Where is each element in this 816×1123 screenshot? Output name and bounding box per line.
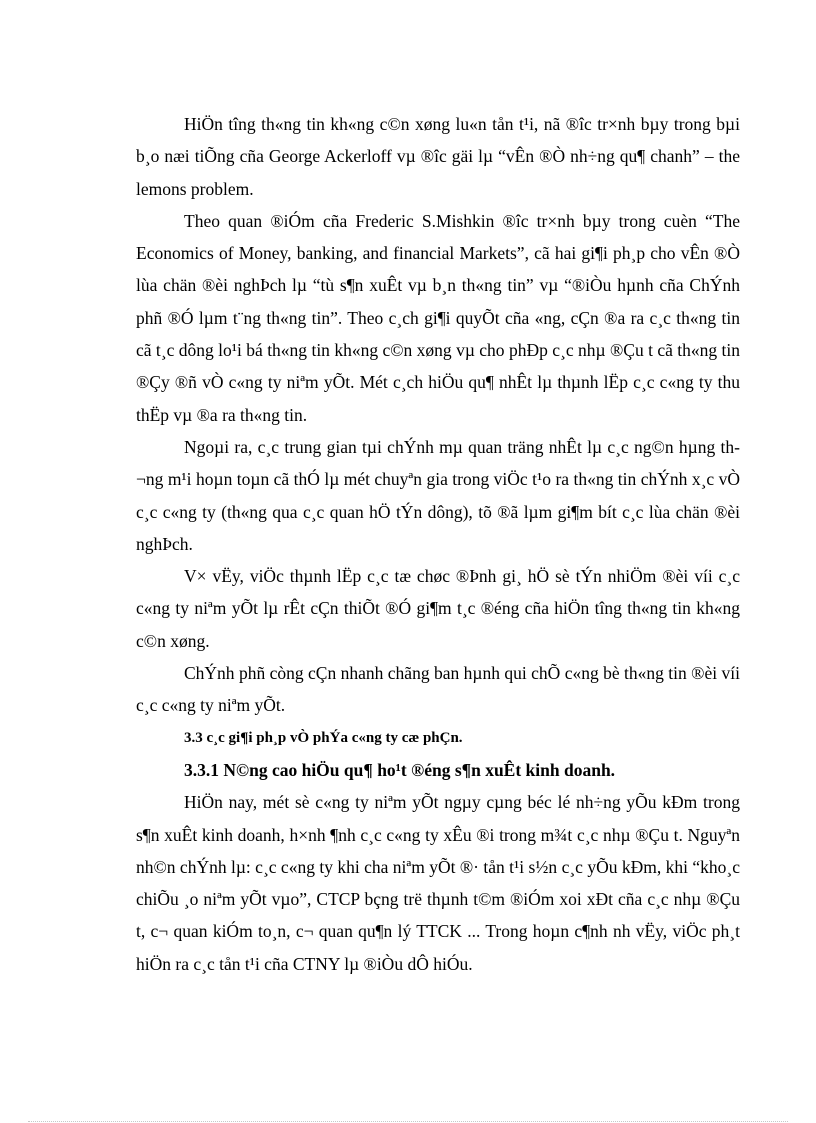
paragraph-listed-companies: HiÖn nay, mét sè c«ng ty niªm yÕt ngµy cµng béc lé nh÷ng yÕu kÐm trong s¶n xuÊt kinh doanh, h×nh ¶nh c¸c c«ng ty xÊu ®i trong m¾t c¸c nhµ ®Çu t. Nguyªn nh©n chÝnh lµ: c¸c c«ng ty khi cha niªm yÕt ®· tån t¹i s½n c¸c yÕu kÐm, khi “kho¸c chiÕu ¸o niªm yÕt vµo”, CTCP bçng trë thµnh t©m ®iÓm xoi xÐt cña c¸c nhµ ®Çu t, c¬ quan kiÓm to¸n, c¬ quan qu¶n lý TTCK ... Trong hoµn c¶nh nh vËy, viÖc ph¸t hiÖn ra c¸c tån t¹i cña CTNY lµ ®iÒu dÔ hiÓu.	[136, 792, 740, 974]
paragraph-mishkin: Theo quan ®iÓm cña Frederic S.Mishkin ®îc tr×nh bµy trong cuèn “The Economics of Money, banking, and financial Markets”, cã hai gi¶i ph¸p cho vÊn ®Ò lùa chän ®èi nghÞch lµ “tù s¶n xuÊt vµ b¸n th«ng tin” vµ “®iÒu hµnh cña ChÝnh phñ ®Ó lµm t¨ng th«ng tin”. Theo c¸ch gi¶i quyÕt cña «ng, cÇn ®a ra c¸c th«ng tin cã t¸c dông lo¹i bá th«ng tin kh«ng c©n xøng vµ cho phÐp c¸c nhµ ®Çu t cã th«ng tin ®Çy ®ñ vÒ c«ng ty niªm yÕt. Mét c¸ch hiÖu qu¶ nhÊt lµ thµnh lËp c¸c c«ng ty thu thËp vµ ®a ra th«ng tin.	[136, 210, 740, 425]
document-page	[136, 108, 740, 980]
section-heading: 3.3 c¸c gi¶i ph¸p vÒ phÝa c«ng ty cæ phÇn.	[184, 729, 463, 746]
paragraph-government: ChÝnh phñ còng cÇn nhanh chãng ban hµnh qui chÕ c«ng bè th«ng tin ®èi víi c¸c c«ng ty niªm yÕt.	[136, 663, 740, 716]
paragraph-lemons-problem: HiÖn tîng th«ng tin kh«ng c©n xøng lu«n tån t¹i, nã ®îc tr×nh bµy trong bµi b¸o næi tiÕng cña George Ackerloff vµ ®îc gäi lµ “vÊn ®Ò nh÷ng qu¶ chanh” – the lemons problem.	[136, 114, 740, 199]
subsection-heading: 3.3.1 N©ng cao hiÖu qu¶ ho¹t ®éng s¶n xuÊt kinh doanh.	[184, 759, 616, 780]
paragraph-intermediaries: Ngoµi ra, c¸c trung gian tµi chÝnh mµ quan träng nhÊt lµ c¸c ng©n hµng th¬ng m¹i hoµn toµn cã thÓ lµ mét chuyªn gia trong viÖc t¹o ra th«ng tin chÝnh x¸c vÒ c¸c c«ng ty (th«ng qua c¸c quan hÖ tÝn dông), tõ ®ã lµm gi¶m bít c¸c lùa chän ®èi nghÞch.	[136, 436, 740, 554]
page-bottom-border	[28, 1121, 788, 1122]
paragraph-rating-agencies: V× vËy, viÖc thµnh lËp c¸c tæ chøc ®Þnh gi¸ hÖ sè tÝn nhiÖm ®èi víi c¸c c«ng ty niªm yÕt lµ rÊt cÇn thiÕt ®Ó gi¶m t¸c ®éng cña hiÖn tîng th«ng tin kh«ng c©n xøng.	[136, 566, 740, 651]
